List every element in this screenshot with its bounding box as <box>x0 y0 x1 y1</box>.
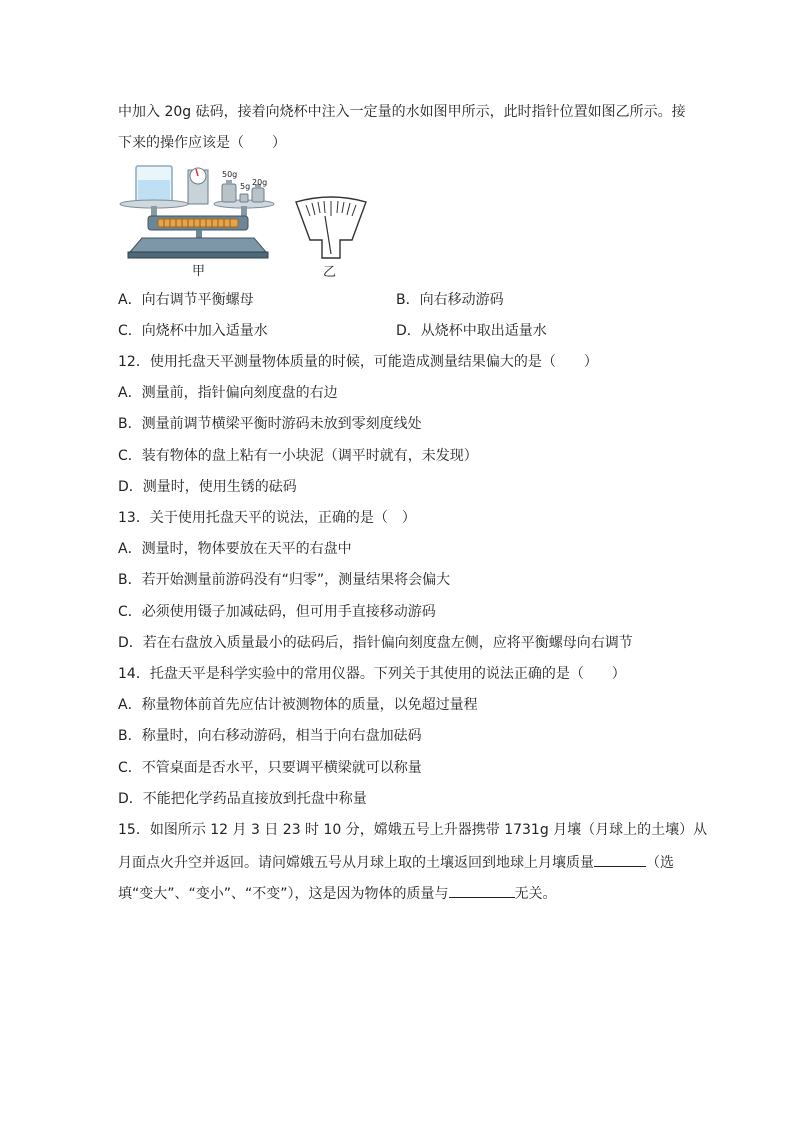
q13-option-a[interactable]: A．测量时，物体要放在天平的右盘中 <box>118 541 352 557</box>
q15-line2-text: 月面点火升空并返回。请问嫦娥五号从月球上取的土壤返回到地球上月壤质量 <box>118 855 594 871</box>
q14-option-c[interactable]: C．不管桌面是否水平，只要调平横梁就可以称量 <box>118 760 422 776</box>
q15-line3 <box>118 883 557 904</box>
q15-line2 <box>118 852 674 873</box>
pointer-dial-illustration <box>292 196 370 266</box>
q12-option-a[interactable]: A．测量前，指针偏向刻度盘的右边 <box>118 385 338 401</box>
q11-stem-line2: 下来的操作应该是（ ） <box>118 135 286 151</box>
q15-line2-tail: （选 <box>646 855 674 871</box>
q15-answer-blank-2[interactable] <box>449 883 515 898</box>
q13-option-c[interactable]: C．必须使用镊子加减砝码，但可用手直接移动游码 <box>118 604 436 620</box>
q14-stem: 14．托盘天平是科学实验中的常用仪器。下列关于其使用的说法正确的是（ ） <box>118 666 626 682</box>
q15-answer-blank-1[interactable] <box>594 852 646 867</box>
figure-balance-scale <box>118 160 278 264</box>
weight-label-20g: 20g <box>252 178 268 187</box>
q11-option-d[interactable]: D．从烧杯中取出适量水 <box>396 323 547 339</box>
balance-scale-illustration <box>118 160 278 264</box>
q11-option-c[interactable]: C．向烧杯中加入适量水 <box>118 323 268 339</box>
q12-option-d[interactable]: D．测量时，使用生锈的砝码 <box>118 479 297 495</box>
q13-option-d[interactable]: D．若在右盘放入质量最小的砝码后，指针偏向刻度盘左侧，应将平衡螺母向右调节 <box>118 635 633 651</box>
figure-pointer-dial <box>292 196 370 266</box>
q12-option-c[interactable]: C．装有物体的盘上粘有一小块泥（调平时就有，未发现） <box>118 448 478 464</box>
q13-stem: 13．关于使用托盘天平的说法，正确的是（ ） <box>118 510 416 526</box>
q15-line3-tail: 无关。 <box>514 886 557 902</box>
q15-line3-text: 填“变大”、“变小”、“不变”），这是因为物体的质量与 <box>118 886 449 902</box>
q14-option-b[interactable]: B．称量时，向右移动游码，相当于向右盘加砝码 <box>118 728 422 744</box>
q11-stem-line1: 中加入 20g 砝码，接着向烧杯中注入一定量的水如图甲所示，此时指针位置如图乙所示。接 <box>118 104 686 120</box>
q11-option-b[interactable]: B．向右移动游码 <box>396 292 504 308</box>
weight-label-50g: 50g <box>222 170 238 179</box>
weight-label-5g: 5g <box>240 182 251 191</box>
q11-option-a[interactable]: A．向右调节平衡螺母 <box>118 292 254 308</box>
figure-label-jia: 甲 <box>192 264 206 279</box>
q15-line1: 15．如图所示 12 月 3 日 23 时 10 分，嫦娥五号上升器携带 1731g 月壤（月球上的土壤）从 <box>118 822 708 838</box>
q14-option-a[interactable]: A．称量物体前首先应估计被测物体的质量，以免超过量程 <box>118 697 478 713</box>
q13-option-b[interactable]: B．若开始测量前游码没有“归零”，测量结果将会偏大 <box>118 572 451 588</box>
q12-option-b[interactable]: B．测量前调节横梁平衡时游码未放到零刻度线处 <box>118 416 422 432</box>
q14-option-d[interactable]: D．不能把化学药品直接放到托盘中称量 <box>118 791 367 807</box>
q12-stem: 12．使用托盘天平测量物体质量的时候，可能造成测量结果偏大的是（ ） <box>118 354 598 370</box>
figure-label-yi: 乙 <box>323 265 337 280</box>
